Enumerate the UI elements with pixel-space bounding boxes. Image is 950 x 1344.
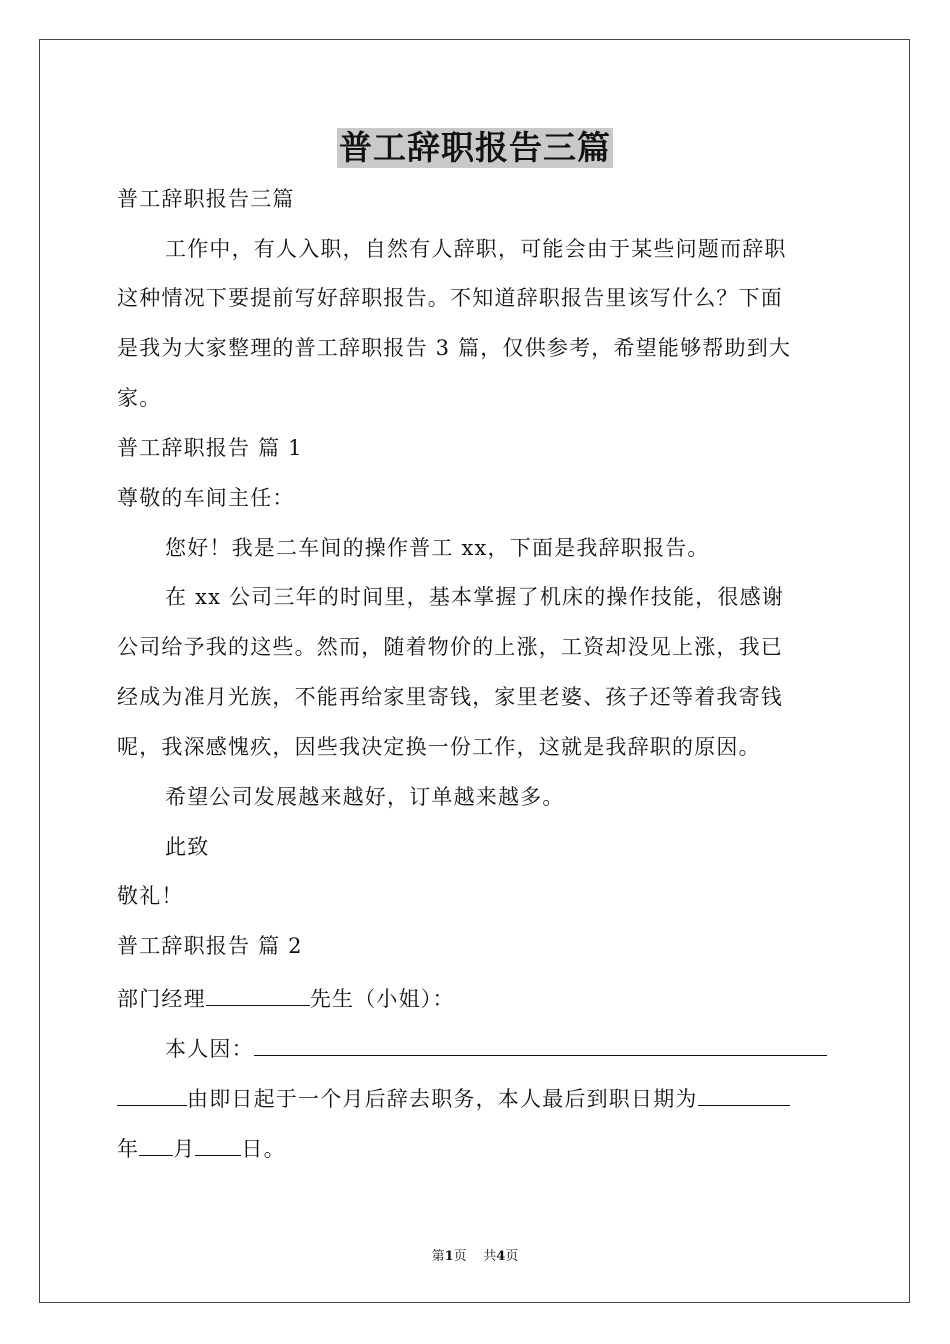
closing-jing-li: 敬礼！	[117, 884, 184, 908]
document-title: 普工辞职报告三篇	[339, 128, 611, 167]
year-label: 年	[117, 1137, 140, 1161]
reason-line	[165, 1031, 827, 1064]
day-label: 日。	[241, 1137, 286, 1161]
address-label: 部门经理	[117, 987, 206, 1011]
manager-name-blank	[206, 981, 310, 1006]
intro-line-4: 家。	[117, 386, 162, 410]
section1-p2-line-3: 经成为准月光族，不能再给家里寄钱，家里老婆、孩子还等着我寄钱	[117, 685, 783, 709]
reason-blank	[254, 1031, 827, 1056]
footer-page-suffix: 页	[453, 1249, 467, 1264]
footer-total-prefix: 共	[483, 1249, 497, 1264]
reason-blank-continued	[117, 1081, 187, 1106]
section1-paragraph-1: 您好！我是二车间的操作普工 xx，下面是我辞职报告。	[165, 536, 710, 560]
section2-heading: 普工辞职报告 篇 2	[117, 934, 303, 958]
address-suffix: 先生（小姐）：	[309, 987, 455, 1011]
intro-line-2: 这种情况下要提前写好辞职报告。不知道辞职报告里该写什么？下面	[117, 286, 783, 310]
intro-line-3: 是我为大家整理的普工辞职报告 3 篇，仅供参考，希望能够帮助到大	[117, 336, 792, 360]
subtitle: 普工辞职报告三篇	[117, 187, 295, 211]
intro-line-1: 工作中，有人入职，自然有人辞职，可能会由于某些问题而辞职	[165, 237, 787, 261]
footer-total-suffix: 页	[505, 1249, 519, 1264]
closing-ci-zhi: 此致	[165, 835, 210, 859]
section1-heading: 普工辞职报告 篇 1	[117, 436, 303, 460]
resignation-text: 由即日起于一个月后辞去职务，本人最后到职日期为	[187, 1087, 698, 1111]
section1-salutation: 尊敬的车间主任：	[117, 486, 295, 510]
footer-page-prefix: 第	[431, 1249, 445, 1264]
reason-label: 本人因：	[165, 1037, 254, 1061]
footer-page-number: 1	[444, 1249, 454, 1264]
section1-p2-line-1: 在 xx 公司三年的时间里，基本掌握了机床的操作技能，很感谢	[165, 585, 785, 609]
page-footer	[0, 1248, 950, 1266]
last-day-blank	[698, 1081, 790, 1106]
footer-total-number: 4	[496, 1249, 506, 1264]
section1-p2-line-4: 呢，我深感愧疚，因些我决定换一份工作，这就是我辞职的原因。	[117, 735, 761, 759]
month-blank	[139, 1131, 173, 1156]
section1-paragraph-3: 希望公司发展越来越好，订单越来越多。	[165, 785, 565, 809]
section1-p2-line-2: 公司给予我的这些。然而，随着物价的上涨，工资却没见上涨，我已	[117, 635, 783, 659]
resignation-date-line	[117, 1081, 790, 1114]
month-label: 月	[173, 1137, 196, 1161]
title-container	[0, 128, 950, 168]
section2-address-line	[117, 981, 455, 1014]
date-fill-line	[117, 1131, 286, 1164]
day-blank	[195, 1131, 241, 1156]
